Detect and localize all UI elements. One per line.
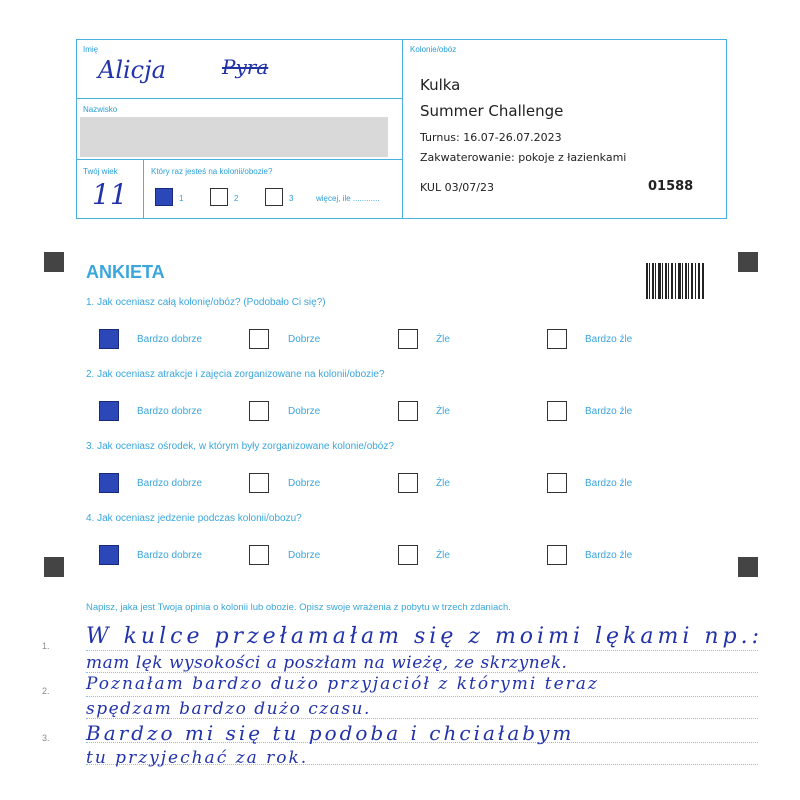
- turn-value: 16.07-26.07.2023: [463, 131, 562, 144]
- question-1: 1. Jak oceniasz całą kolonię/obóz? (Podobało Ci się?): [86, 297, 326, 308]
- first-name-label: Imię: [83, 45, 99, 54]
- times-option-3: 3: [289, 194, 294, 203]
- question-3: 3. Jak oceniasz ośrodek, w którym były zorganizowane kolonie/obóz?: [86, 441, 394, 452]
- q4-option-3-checkbox[interactable]: [398, 545, 418, 565]
- camp-code: KUL 03/07/23: [420, 181, 494, 194]
- registration-marker: [44, 252, 64, 272]
- q1-option-2-label: Dobrze: [288, 334, 321, 345]
- struck-name-value: Pyra: [222, 55, 269, 79]
- line-number-2: 2.: [42, 686, 50, 696]
- q1-option-4-checkbox[interactable]: [547, 329, 567, 349]
- q2-option-1-checkbox[interactable]: [99, 401, 119, 421]
- turn-row: [420, 131, 562, 144]
- q3-option-1-label: Bardzo dobrze: [137, 478, 203, 489]
- camp-label: Kolonie/obóz: [410, 45, 457, 54]
- times-option-2: 2: [234, 194, 239, 203]
- turn-label: Turnus:: [420, 131, 460, 144]
- more-times-label: więcej, ile ............: [316, 194, 380, 203]
- opinion-line-2: mam lęk wysokości a poszłam na wieżę, ze skrzynek.: [86, 653, 568, 673]
- camp-name: Kulka: [420, 76, 461, 94]
- line-number-1: 1.: [42, 641, 50, 651]
- question-2: 2. Jak oceniasz atrakcje i zajęcia zorganizowane na kolonii/obozie?: [86, 369, 385, 380]
- surname-redaction: [80, 117, 388, 157]
- q2-option-1-label: Bardzo dobrze: [137, 406, 203, 417]
- q1-option-1-label: Bardzo dobrze: [137, 334, 203, 345]
- q3-option-2-checkbox[interactable]: [249, 473, 269, 493]
- age-divider: [143, 159, 144, 219]
- lodging-row: [420, 151, 626, 164]
- form-number: 01588: [648, 179, 694, 194]
- q1-option-4-label: Bardzo źle: [585, 334, 633, 345]
- writing-line: [86, 650, 758, 651]
- q3-option-3-label: Źle: [436, 478, 450, 489]
- opinion-line-4: spędzam bardzo dużo czasu.: [86, 699, 371, 719]
- question-4: 4. Jak oceniasz jedzenie podczas kolonii/obozu?: [86, 513, 302, 524]
- age-label: Twój wiek: [83, 167, 118, 176]
- q3-option-4-label: Bardzo źle: [585, 478, 633, 489]
- q2-option-2-label: Dobrze: [288, 406, 321, 417]
- survey-title: ANKIETA: [86, 262, 165, 282]
- q4-option-1-label: Bardzo dobrze: [137, 550, 203, 561]
- surname-label: Nazwisko: [83, 105, 118, 114]
- q4-option-1-checkbox[interactable]: [99, 545, 119, 565]
- q2-option-4-label: Bardzo źle: [585, 406, 633, 417]
- q4-option-2-checkbox[interactable]: [249, 545, 269, 565]
- opinion-line-1: W kulce przełamałam się z moimi lękami np.:: [86, 624, 764, 649]
- row-divider: [76, 98, 403, 99]
- times-checkbox-3[interactable]: [265, 188, 283, 206]
- opinion-line-6: tu przyjechać za rok.: [86, 748, 309, 768]
- header-divider: [402, 39, 403, 219]
- q1-option-3-checkbox[interactable]: [398, 329, 418, 349]
- q4-option-4-label: Bardzo źle: [585, 550, 633, 561]
- registration-marker: [738, 557, 758, 577]
- q1-option-3-label: Źle: [436, 334, 450, 345]
- writing-line: [86, 696, 758, 697]
- registration-marker: [738, 252, 758, 272]
- q3-option-4-checkbox[interactable]: [547, 473, 567, 493]
- q2-option-4-checkbox[interactable]: [547, 401, 567, 421]
- line-number-3: 3.: [42, 733, 50, 743]
- times-checkbox-1[interactable]: [155, 188, 173, 206]
- opinion-prompt: Napisz, jaka jest Twoja opinia o kolonii lub obozie. Opisz swoje wrażenia z pobytu w trzech zdaniach.: [86, 602, 511, 613]
- times-option-1: 1: [179, 194, 184, 203]
- q4-option-2-label: Dobrze: [288, 550, 321, 561]
- q1-option-2-checkbox[interactable]: [249, 329, 269, 349]
- q2-option-3-label: Źle: [436, 406, 450, 417]
- q2-option-3-checkbox[interactable]: [398, 401, 418, 421]
- lodging-value: pokoje z łazienkami: [518, 151, 627, 164]
- q3-option-3-checkbox[interactable]: [398, 473, 418, 493]
- q2-option-2-checkbox[interactable]: [249, 401, 269, 421]
- camp-program: Summer Challenge: [420, 102, 564, 120]
- opinion-line-5: Bardzo mi się tu podoba i chciałabym: [86, 721, 575, 745]
- first-name-value: Alicja: [98, 56, 166, 84]
- q4-option-3-label: Źle: [436, 550, 450, 561]
- times-checkbox-2[interactable]: [210, 188, 228, 206]
- barcode-icon: [646, 263, 704, 299]
- q4-option-4-checkbox[interactable]: [547, 545, 567, 565]
- q1-option-1-checkbox[interactable]: [99, 329, 119, 349]
- q3-option-1-checkbox[interactable]: [99, 473, 119, 493]
- which-time-label: Który raz jesteś na kolonii/obozie?: [151, 167, 273, 176]
- q3-option-2-label: Dobrze: [288, 478, 321, 489]
- opinion-line-3: Poznałam bardzo dużo przyjaciół z którymi teraz: [86, 674, 599, 694]
- row-divider: [76, 159, 403, 160]
- lodging-label: Zakwaterowanie:: [420, 151, 515, 164]
- age-value: 11: [92, 178, 128, 211]
- registration-marker: [44, 557, 64, 577]
